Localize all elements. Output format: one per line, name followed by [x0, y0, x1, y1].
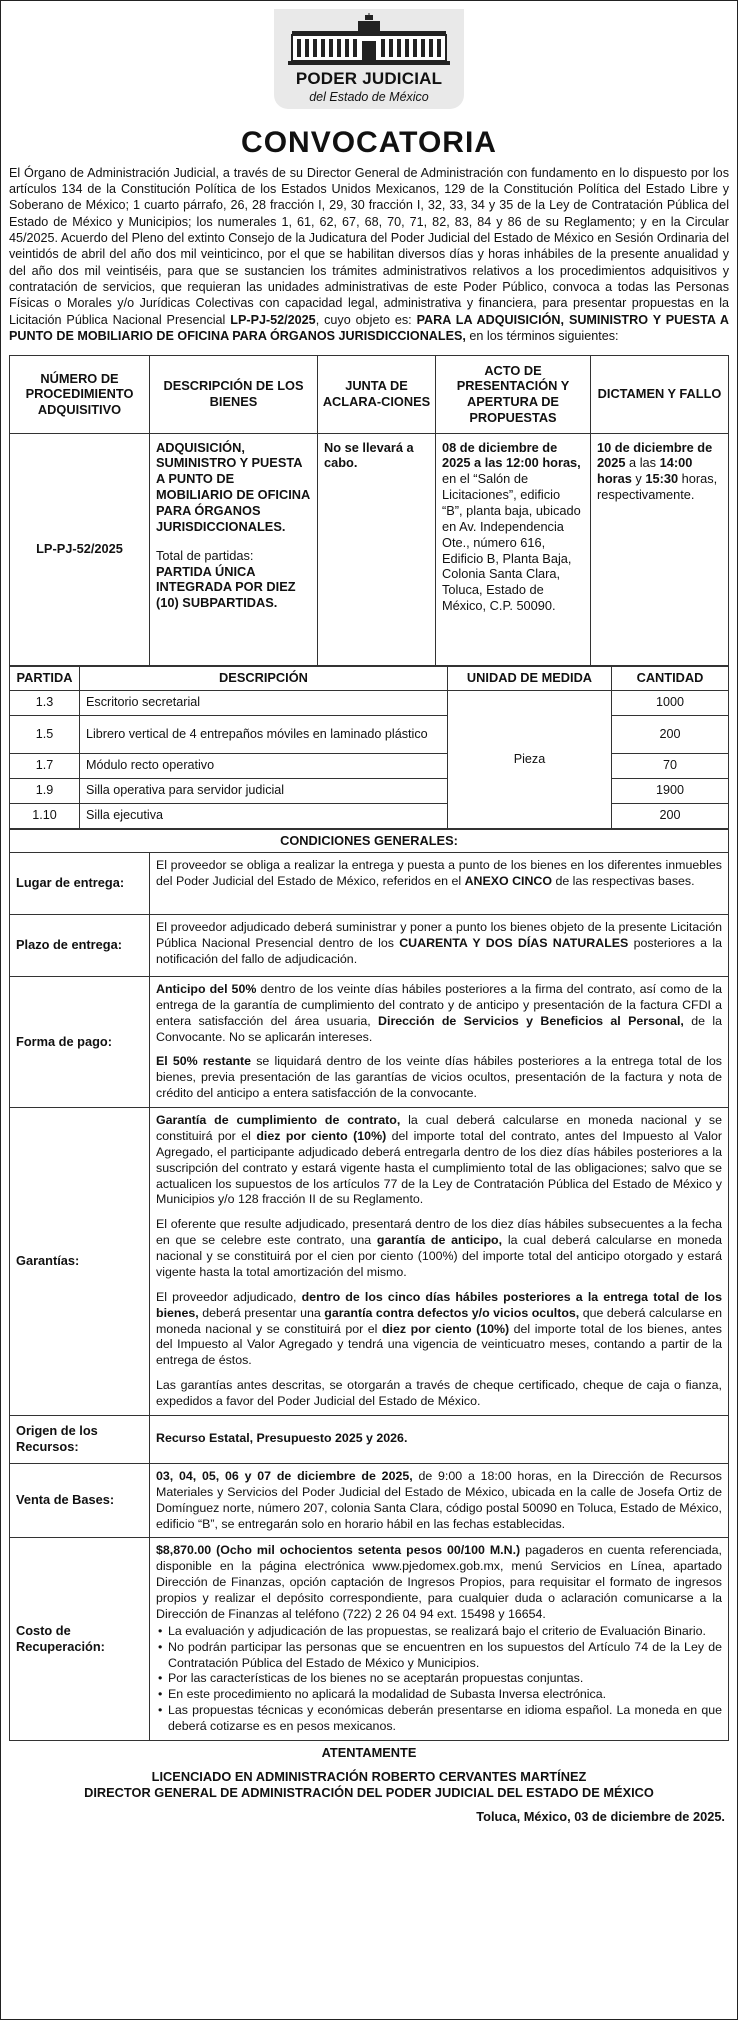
lugar-annex: ANEXO CINCO: [464, 873, 552, 888]
place-date: Toluca, México, 03 de diciembre de 2025.: [476, 1809, 725, 1825]
procedure-number: LP-PJ-52/2025: [10, 433, 150, 665]
garantia-anticipo: garantía de anticipo,: [376, 1233, 503, 1248]
pago-anticipo: Anticipo del 50%: [156, 981, 257, 996]
item-partida: 1.5: [10, 715, 80, 753]
garantia-text-3: El oferente que resulte adjudicado, presentará dentro de los diez días hábiles subsecuentes a la fecha en que se celebre este contrato, una: [156, 1217, 722, 1248]
header-fallo: DICTAMEN Y FALLO: [591, 355, 729, 433]
pago-value: [150, 976, 729, 1107]
table-row: [10, 803, 729, 828]
intro-paragraph: [9, 165, 729, 345]
item-partida: 1.7: [10, 753, 80, 778]
org-name: PODER JUDICIAL: [295, 69, 443, 88]
signature-position: DIRECTOR GENERAL DE ADMINISTRACIÓN DEL PODER JUDICIAL DEL ESTADO DE MÉXICO: [84, 1785, 654, 1801]
header-numero: NÚMERO DE PROCEDIMIENTO ADQUISITIVO: [10, 355, 150, 433]
origen-label: Origen de los Recursos:: [10, 1415, 150, 1463]
venta-label: Venta de Bases:: [10, 1463, 150, 1538]
acto-cell: [436, 433, 591, 665]
garantia-text-5: El proveedor adjudicado,: [156, 1289, 302, 1304]
plazo-text-2: posteriores a la notificación del fallo de adjudicación.: [156, 935, 723, 966]
org-subtitle: del Estado de México: [309, 90, 429, 105]
conditions-title: CONDICIONES GENERALES:: [10, 829, 729, 852]
item-cantidad: 1900: [612, 778, 729, 803]
item-cantidad: 200: [612, 715, 729, 753]
lugar-text-2: de las respectivas bases.: [552, 873, 695, 888]
fallo-time-1: 14:00 horas: [597, 455, 693, 487]
item-descripcion: Escritorio secretarial: [80, 690, 448, 715]
intro-text-2: , cuyo objeto es:: [315, 312, 417, 327]
item-descripcion: Módulo recto operativo: [80, 753, 448, 778]
costo-amount: $8,870.00 (Ocho mil ochocientos setenta pesos 00/100 M.N.): [156, 1543, 521, 1558]
plazo-label: Plazo de entrega:: [10, 914, 150, 976]
list-item: • Por las características de los bienes no se aceptarán propuestas conjuntas.: [156, 1671, 722, 1687]
item-cantidad: 70: [612, 753, 729, 778]
item-partida: 1.3: [10, 690, 80, 715]
pago-restante: El 50% restante: [156, 1054, 252, 1069]
item-descripcion: Silla operativa para servidor judicial: [80, 778, 448, 803]
header-junta: JUNTA DE ACLARA-CIONES: [318, 355, 436, 433]
plazo-value: [150, 914, 729, 976]
garantia-text-9: Las garantías antes descritas, se otorgarán a través de cheque certificado, cheque de caja o fianza, expedidos a favor del Poder Judicial del Estado de México.: [156, 1378, 722, 1409]
costo-value: [150, 1538, 729, 1741]
garantia-text-2: del importe total del contrato, antes del Impuesto al Valor Agregado, el participante adjudicado deberá entregarla dentro de los diez días hábiles posteriores a la suscripción del contrato y estará vigente hasta el cumplimiento total de las obligaciones; salvo que se actualicen los supuestos de los artículos 77 de la Ley de Contratación Pública del Estado de México y Municipios y/o 128 fracción II de su Reglamento.: [156, 1128, 722, 1207]
junta-value: No se llevará a cabo.: [324, 439, 414, 471]
garantia-text-1: la cual deberá calcularse en moneda nacional y se constituirá por el: [156, 1113, 723, 1143]
header-descripcion: DESCRIPCIÓN DE LOS BIENES: [150, 355, 318, 433]
item-cantidad: 200: [612, 803, 729, 828]
garantia-pct-2: diez por ciento (10%): [381, 1321, 510, 1336]
acto-location: en el “Salón de Licitaciones”, edificio “B”, planta baja, ubicado en Av. Independencia Ote., número 616, Edificio B, Planta Baja, Colonia Santa Clara, Toluca, Estado de México, C.P. 50090.: [442, 471, 581, 614]
garantia-text-4: la cual deberá calcularse en moneda nacional y se constituirá por el cien por ciento (100%) del importe total del anticipo otorgado y estará vigente hasta la total amortización del mismo.: [156, 1233, 722, 1279]
item-descripcion: Silla ejecutiva: [80, 803, 448, 828]
garantia-vicios: garantía contra defectos y/o vicios ocultos,: [324, 1305, 580, 1320]
intro-code: LP-PJ-52/2025: [230, 312, 316, 327]
list-item: • En este procedimiento no aplicará la modalidad de Subasta Inversa electrónica.: [156, 1687, 722, 1703]
costo-bullets: [156, 1624, 722, 1735]
pago-text-2: de la Convocante. No se aplicarán intereses.: [156, 1013, 722, 1044]
intro-text-1: El Órgano de Administración Judicial, a través de su Director General de Administración con fundamento en lo dispuesto por los artículos 134 de la Constitución Política de los Estados Unidos Mexicanos, 129 de la Constitución Política del Estado Libre y Soberano de México; 1 cuarto párrafo, 26, 28 fracción I, 29, 30 fracción I, 32, 33, 34 y 35 de la Ley de Contratación Pública del Estado de México y Municipios; los numerales 1, 61, 62, 67, 68, 70, 71, 82, 83, 84 y 86 de su Reglamento; y en la Circular 45/2025. Acuerdo del Pleno del extinto Consejo de la Judicatura del Poder Judicial del Estado de México en Sesión Ordinaria del veintidós de abril del año dos mil veinticinco, por el que se habilitan diversos días y horas inhábiles de la presente anualidad y del año dos mil veintiséis, para que se sustancien los trámites administrativos relativos a los procedimientos adquisitivos y contratación de servicios, que requieran las unidades administrativas de este Poder Público, convoca a todas las Personas Físicas o Morales y/o Jurídicas Colectivas con capacidad legal, administrativa y financiera, para presentar propuestas en la Licitación Pública Nacional Presencial: [9, 165, 729, 327]
acto-date: 08 de diciembre de 2025 a las 12:00 horas,: [442, 439, 581, 471]
pago-text-1: dentro de los veinte días hábiles posteriores a la firma del contrato, así como de la entrega de la garantía de cumplimiento del contrato y de anticipo y presentación de la factura CFDI a entera satisfacción del área usuaria,: [156, 981, 722, 1028]
signature-block: [9, 1741, 729, 1801]
junta-cell: [318, 433, 436, 665]
garantia-pct-1: diez por ciento (10%): [256, 1128, 387, 1143]
item-partida: 1.9: [10, 778, 80, 803]
lugar-value: [150, 852, 729, 914]
parts-label: Total de partidas:: [156, 547, 254, 563]
table-row: [10, 753, 729, 778]
fallo-time-2: 15:30: [645, 471, 679, 487]
list-item: • No podrán participar las personas que se encuentren en los supuestos del Artículo 74 de la Ley de Contratación Pública del Estado de México y Municipios.: [156, 1640, 722, 1672]
pago-label: Forma de pago:: [10, 976, 150, 1107]
fallo-text-1: a las: [625, 455, 660, 471]
items-table: [9, 666, 729, 829]
signature-attentively: ATENTAMENTE: [321, 1744, 417, 1760]
costo-label: Costo de Recuperación:: [10, 1538, 150, 1741]
garantias-label: Garantías:: [10, 1108, 150, 1416]
fallo-cell: [591, 433, 729, 665]
item-descripcion: Librero vertical de 4 entrepaños móviles en laminado plástico: [80, 715, 448, 753]
poder-judicial-logo: [274, 9, 464, 109]
pago-text-3: se liquidará dentro de los veinte días hábiles posteriores a la entrega total de los bienes, previa presentación de las garantías de vicios ocultos, presentación de la factura y nota de crédito del anticipo a entera satisfacción de la convocante.: [156, 1054, 722, 1101]
procedure-table: [9, 355, 729, 666]
fallo-text-2: y: [631, 471, 646, 487]
garantias-value: [150, 1108, 729, 1416]
venta-value: [150, 1463, 729, 1538]
header-partida: PARTIDA: [10, 666, 80, 690]
table-row: [10, 778, 729, 803]
list-item: • La evaluación y adjudicación de las propuestas, se realizará bajo el criterio de Evaluación Binario.: [156, 1624, 722, 1640]
garantia-text-7: que deberá calcularse en moneda nacional y se constituirá por el: [156, 1305, 722, 1336]
venta-text: de 9:00 a 18:00 horas, en la Dirección de Recursos Materiales y Servicios del Poder Judicial del Estado de México, ubicada en la calle de Josefa Ortiz de Domínguez norte, número 207, colonia Santa Clara, código postal 50090 en Toluca, Estado de México, edificio “B”, se entregarán solo en horario hábil en las fechas establecidas.: [156, 1468, 722, 1531]
intro-object: PARA LA ADQUISICIÓN, SUMINISTRO Y PUESTA A PUNTO DE MOBILIARIO DE OFICINA PARA ÓRGANOS JURISDICCIONALES,: [9, 312, 730, 344]
list-item: • Las propuestas técnicas y económicas deberán presentarse en idioma español. La moneda en que deberá cotizarse es en pesos mexicanos.: [156, 1703, 722, 1735]
fallo-text-3: horas, respectivamente.: [597, 471, 718, 503]
goods-description-cell: [150, 433, 318, 665]
fallo-day: 10: [597, 439, 612, 455]
conditions-table: [9, 829, 729, 1741]
pago-area: Dirección de Servicios y Beneficios al Personal,: [378, 1013, 684, 1028]
plazo-days: CUARENTA Y DOS DÍAS NATURALES: [399, 935, 629, 950]
palace-building-icon: [284, 13, 454, 67]
page-title: CONVOCATORIA: [241, 126, 497, 159]
origen-value: Recurso Estatal, Presupuesto 2025 y 2026.: [156, 1431, 408, 1446]
lugar-label: Lugar de entrega:: [10, 852, 150, 914]
parts-value: PARTIDA ÚNICA INTEGRADA POR DIEZ (10) SUBPARTIDAS.: [156, 563, 296, 611]
fallo-date: de diciembre de 2025: [597, 439, 713, 471]
garantia-text-6: deberá presentar una: [198, 1305, 325, 1320]
header-cantidad: CANTIDAD: [612, 666, 729, 690]
header-acto: ACTO DE PRESENTACIÓN Y APERTURA DE PROPUESTAS: [436, 355, 591, 433]
header-unidad: UNIDAD DE MEDIDA: [448, 666, 612, 690]
venta-dates: 03, 04, 05, 06 y 07 de diciembre de 2025,: [156, 1468, 413, 1483]
garantia-text-8: del importe total de los bienes, antes del Impuesto al Valor Agregado y tendrá una vigencia de veinticuatro meses, contando a partir de la entrega de éstos.: [156, 1321, 722, 1368]
header-item-descripcion: DESCRIPCIÓN: [80, 666, 448, 690]
signature-name: LICENCIADO EN ADMINISTRACIÓN ROBERTO CERVANTES MARTÍNEZ: [151, 1769, 587, 1785]
table-row: [10, 715, 729, 753]
goods-description: ADQUISICIÓN, SUMINISTRO Y PUESTA A PUNTO DE MOBILIARIO DE OFICINA PARA ÓRGANOS JURISDICCIONALES.: [156, 439, 310, 534]
garantia-plazo: dentro de los cinco días hábiles posteriores a la entrega total de los bienes,: [156, 1289, 722, 1320]
origen-value-cell: [150, 1415, 729, 1463]
plazo-text-1: El proveedor adjudicado deberá suministrar y poner a punto los bienes objeto de la presente Licitación Pública Nacional Presencial dentro de los: [156, 919, 722, 950]
item-partida: 1.10: [10, 803, 80, 828]
table-row: [10, 690, 729, 715]
lugar-text-1: El proveedor se obliga a realizar la entrega y puesta a punto de los bienes en los diferentes inmuebles del Poder Judicial del Estado de México, referidos en el: [156, 857, 722, 888]
item-cantidad: 1000: [612, 690, 729, 715]
garantia-cumplimiento: Garantía de cumplimiento de contrato,: [156, 1113, 401, 1128]
item-unidad: Pieza: [448, 690, 612, 828]
intro-text-3: en los términos siguientes:: [465, 329, 619, 344]
costo-text: pagaderos en cuenta referenciada, disponible en la página electrónica www.pjedomex.gob.mx, menú Servicios en Línea, apartado Dirección de Finanzas, opción captación de Ingresos Propios, para requisitar el formato de ingresos propios y realizar el depósito correspondiente, para cualquier duda o aclaración comunicarse a la Dirección de Finanzas al teléfono (722) 2 26 04 94 ext. 15498 y 16654.: [156, 1543, 722, 1621]
